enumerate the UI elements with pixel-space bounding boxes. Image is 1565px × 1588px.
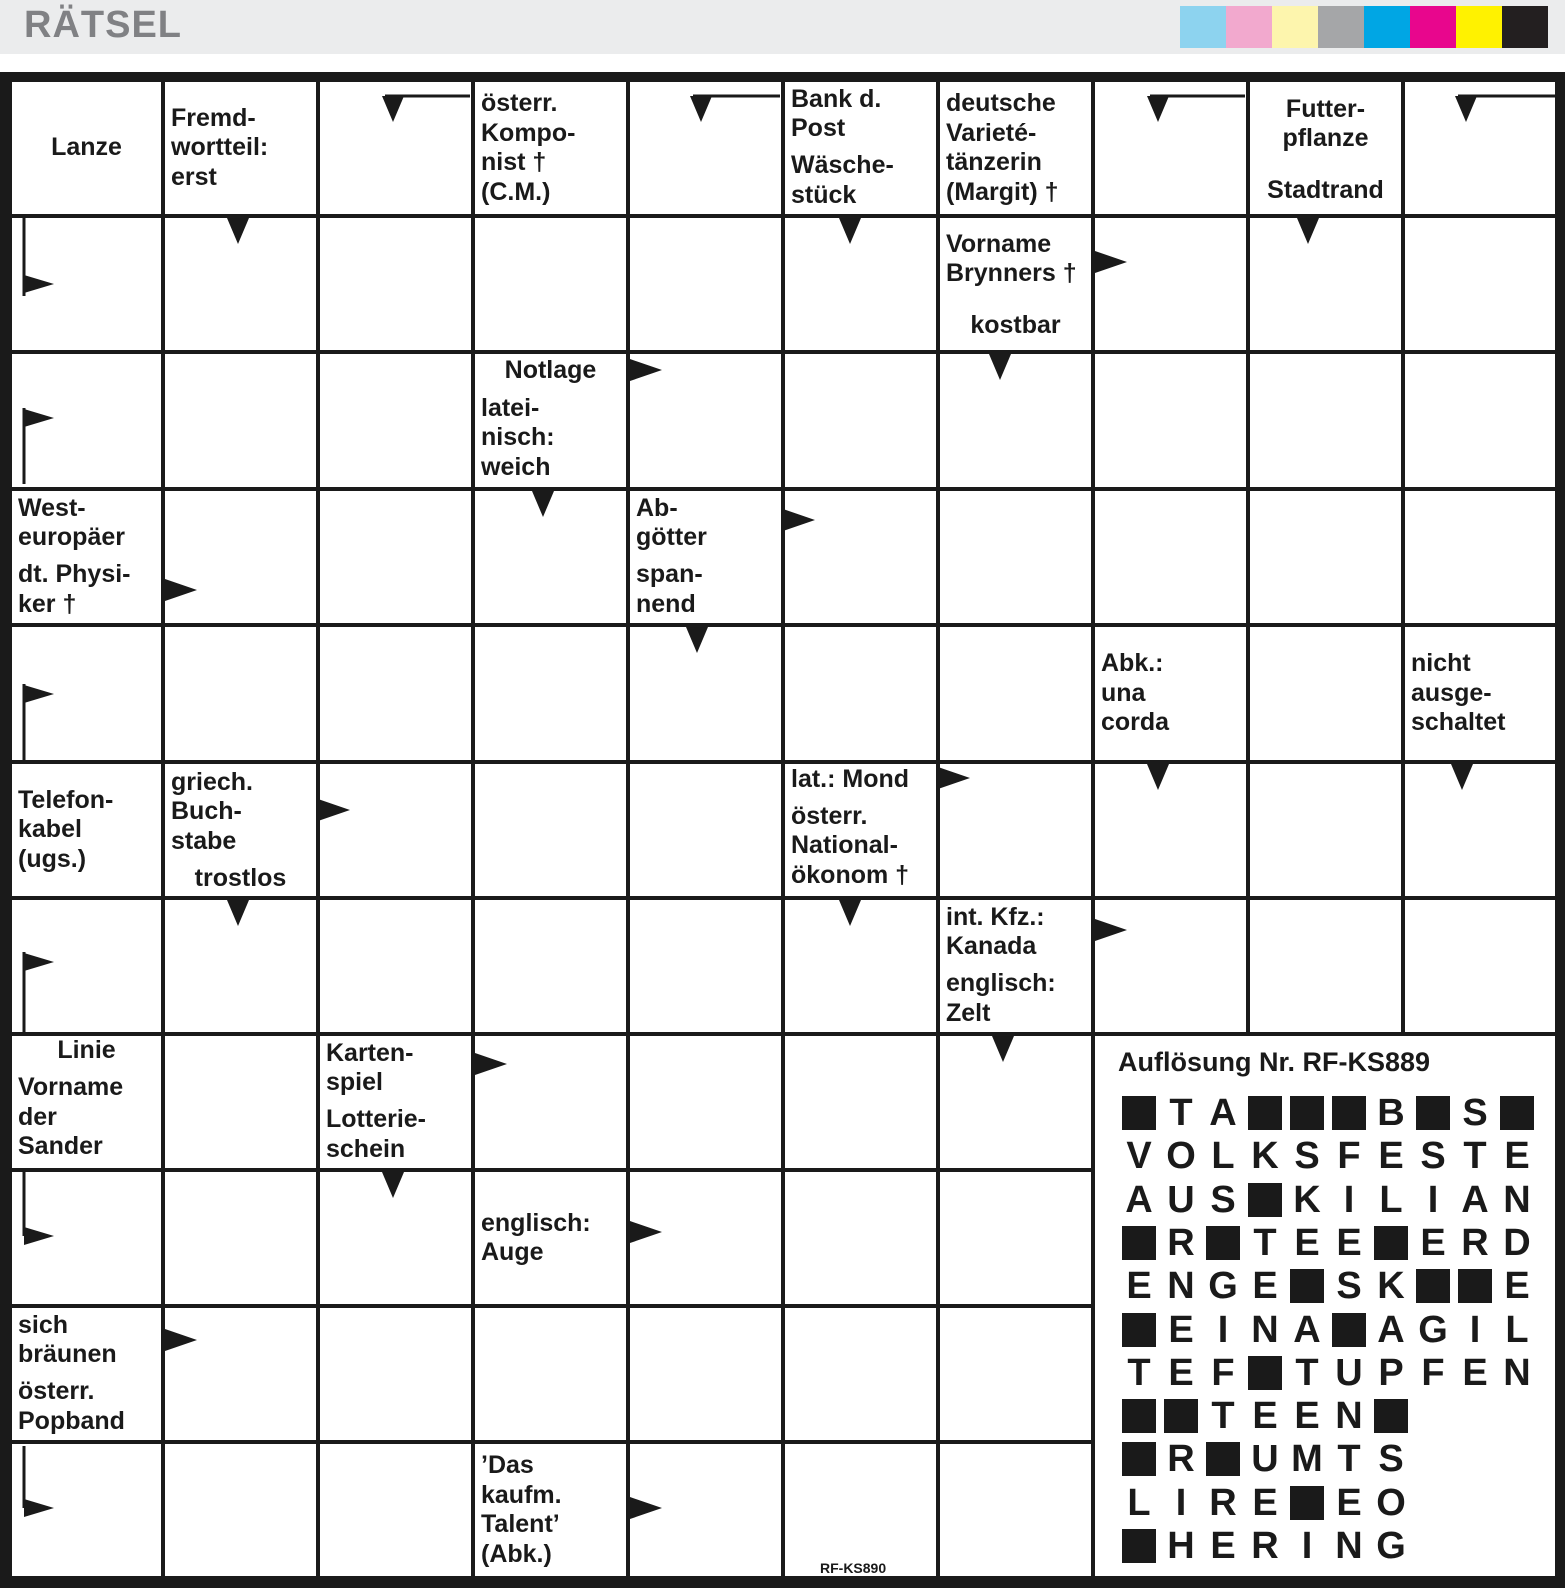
grid-cell[interactable] [785,1308,936,1440]
solution-letter: D [1503,1221,1531,1264]
clue-text: Abk.: una corda [1101,649,1170,737]
clue-notlage [475,354,626,388]
solution-letter: S [1420,1135,1446,1178]
solution-black-square [1206,1226,1240,1260]
clue-kanada [940,900,1091,964]
clue-waeschestueck [785,147,936,214]
clue-linie [12,1036,161,1066]
grid-cell[interactable] [940,1308,1091,1440]
clue-sander [12,1067,161,1168]
solution-letter: E [1336,1221,1362,1264]
clue-text: lat.: Mond [791,764,910,793]
grid-cell[interactable] [630,1036,781,1168]
solution-black-square [1248,1096,1282,1130]
grid-cell[interactable] [320,82,471,214]
solution-letter: S [1462,1092,1488,1134]
clue-zelt [940,965,1091,1032]
solution-row [1118,1094,1538,1132]
clue-text: Lanze [51,133,122,162]
clue-text: Vorname der Sander [18,1073,124,1161]
clue-text: österr. National- ökonom † [791,801,910,889]
clue-popband [12,1373,161,1440]
grid-cell[interactable] [165,1444,316,1576]
grid-cell[interactable] [785,900,936,1032]
grid-cell[interactable] [940,1444,1091,1576]
solution-letter: U [1335,1351,1363,1394]
grid-cell[interactable] [320,1308,471,1440]
solution-letter: T [1211,1395,1235,1438]
solution-title: Auflösung Nr. RF-KS889 [1118,1047,1431,1077]
solution-letter: P [1378,1351,1404,1394]
clue-text: Karten- spiel [326,1038,414,1096]
solution-letter: I [1175,1481,1187,1524]
clue-spannend [630,556,781,623]
color-swatch [1180,6,1226,48]
solution-letter: E [1126,1265,1152,1308]
solution-letter: E [1168,1351,1194,1394]
clue-mond [785,764,936,795]
solution-black-square [1248,1183,1282,1217]
solution-letter: L [1127,1481,1151,1524]
grid-cell[interactable] [1095,82,1246,214]
clue-komponist [475,82,626,214]
solution-letter: R [1251,1525,1279,1567]
grid-cell[interactable] [1095,491,1246,623]
grid-cell[interactable] [165,1308,316,1440]
solution-letter: G [1376,1525,1406,1567]
grid-cell[interactable] [12,627,161,760]
solution-row [1118,1351,1538,1394]
solution-letter: A [1293,1308,1321,1351]
clue-stadtrand [1250,167,1401,214]
solution-letter: B [1377,1092,1405,1134]
solution-black-square [1290,1269,1324,1303]
solution-letter: I [1427,1178,1439,1221]
solution-letter: N [1503,1351,1531,1394]
solution-black-square [1332,1313,1366,1347]
solution-letter: F [1421,1351,1445,1394]
solution-letter: S [1294,1135,1320,1178]
grid-cell[interactable] [320,900,471,1032]
solution-letter: E [1504,1265,1530,1308]
grid-cell[interactable] [1250,218,1401,350]
grid-cell[interactable] [1095,900,1246,1032]
grid-cell[interactable] [165,491,316,623]
grid-cell[interactable] [320,491,471,623]
grid-cell[interactable] [12,900,161,1032]
grid-cell[interactable] [475,218,626,350]
solution-letter: E [1420,1221,1446,1264]
grid-cell[interactable] [630,354,781,487]
solution-letter: O [1376,1481,1406,1524]
solution-letter: L [1211,1135,1235,1178]
clue-brynner [940,218,1091,300]
grid-cell[interactable] [940,491,1091,623]
solution-black-square [1290,1486,1324,1520]
solution-letter: V [1126,1135,1152,1178]
clue-text: Notlage [504,356,597,385]
solution-letter: T [1253,1221,1277,1264]
grid-cell[interactable] [1250,764,1401,896]
grid-cell[interactable] [165,1172,316,1304]
solution-letter: O [1166,1135,1196,1178]
color-swatch [1364,6,1410,48]
grid-cell[interactable] [165,900,316,1032]
solution-letter: S [1378,1438,1404,1481]
clue-kartenspiel [320,1036,471,1100]
clue-trostlos [165,861,316,896]
grid-cell[interactable] [1095,354,1246,487]
clue-talent [475,1444,626,1576]
solution-letter: T [1463,1135,1487,1178]
clue-text: deutsche Varieté- tänzerin (Margit) † [946,89,1059,206]
grid-cell[interactable] [1405,900,1555,1032]
clue-text: span- nend [636,560,703,618]
solution-letter: I [1343,1178,1355,1221]
solution-letter: N [1335,1395,1363,1438]
solution-letter: E [1252,1395,1278,1438]
clue-text: dt. Physi- ker † [18,560,131,618]
solution-row [1118,1135,1538,1178]
clue-text: Futter- pflanze [1282,94,1369,152]
page-title: RÄTSEL [24,4,182,46]
color-swatch [1410,6,1456,48]
clue-nationaloekonom [785,796,936,896]
grid-cell[interactable] [165,627,316,760]
grid-cell[interactable] [630,1444,781,1576]
clue-futterpflanze [1250,82,1401,166]
solution-black-square [1374,1399,1408,1433]
grid-cell[interactable] [1250,491,1401,623]
solution-row [1118,1395,1538,1438]
grid-cell[interactable] [320,354,471,487]
grid-cell[interactable] [1095,218,1246,350]
clue-lanze [12,82,161,214]
grid-cell[interactable] [1250,354,1401,487]
solution-letter: I [1301,1525,1313,1567]
solution-row [1118,1178,1538,1221]
grid-cell[interactable] [1405,491,1555,623]
solution-letter: E [1378,1135,1404,1178]
solution-black-square [1248,1356,1282,1390]
clue-text: österr. Kompo- nist † (C.M.) [481,89,576,206]
clue-bank-post [785,82,936,146]
clue-una-corda [1095,627,1246,760]
solution-letter: E [1252,1265,1278,1308]
clue-lateinisch-weich [475,389,626,487]
clue-telefonkabel [12,764,161,896]
solution-black-square [1290,1096,1324,1130]
solution-black-square [1122,1442,1156,1476]
clue-text: Vorname Brynners † [946,229,1077,287]
clue-lotterieschein [320,1101,471,1168]
clue-text: int. Kfz.: Kanada [946,902,1045,960]
clue-kostbar [940,301,1091,350]
clue-text: kostbar [970,310,1061,339]
header-bar [0,0,1565,54]
grid-cell[interactable] [785,1036,936,1168]
clue-auge [475,1172,626,1304]
solution-black-square [1164,1399,1198,1433]
solution-row [1118,1438,1538,1481]
solution-black-square [1206,1442,1240,1476]
clue-text: Linie [57,1036,116,1065]
clue-text: sich bräunen [18,1310,117,1368]
solution-letter: R [1167,1438,1195,1481]
grid-cell[interactable] [785,218,936,350]
solution-black-square [1374,1226,1408,1260]
clue-text: Fremd- wortteil: erst [171,103,269,191]
color-swatch [1318,6,1364,48]
color-swatch [1272,6,1318,48]
clue-text: griech. Buch- stabe [171,767,253,855]
solution-letter: I [1217,1308,1229,1351]
grid-cell[interactable] [12,1444,161,1576]
solution-letter: F [1211,1351,1235,1394]
grid-cell[interactable] [940,354,1091,487]
grid-cell[interactable] [12,354,161,487]
grid-cell[interactable] [320,218,471,350]
solution-letter: E [1210,1525,1236,1567]
solution-letter: N [1251,1308,1279,1351]
solution-letter: N [1503,1178,1531,1221]
grid-cell[interactable] [165,1036,316,1168]
solution-row [1118,1308,1538,1351]
solution-letter: A [1125,1178,1153,1221]
color-swatch [1456,6,1502,48]
solution-black-square [1122,1399,1156,1433]
solution-letter: E [1168,1308,1194,1351]
grid-cell[interactable] [785,627,936,760]
solution-letter: S [1210,1178,1236,1221]
grid-cell[interactable] [1250,900,1401,1032]
solution-letter: F [1337,1135,1361,1178]
grid-cell[interactable] [940,1172,1091,1304]
grid-cell[interactable] [785,1172,936,1304]
solution-letter: K [1377,1265,1405,1308]
solution-letter: A [1377,1308,1405,1351]
color-swatch [1226,6,1272,48]
solution-letter: E [1504,1135,1530,1178]
clue-text: Ab- götter [636,493,707,551]
solution-black-square [1416,1269,1450,1303]
solution-letter: L [1379,1178,1403,1221]
solution-black-square [1122,1226,1156,1260]
clue-buchstabe [165,764,316,860]
solution-letter: R [1167,1221,1195,1264]
solution-letter: S [1336,1265,1362,1308]
clue-text: latei- nisch: weich [481,393,555,481]
grid-cell[interactable] [630,1308,781,1440]
grid-cell[interactable] [785,1444,936,1576]
color-calibration-bar [1180,6,1548,48]
grid-cell[interactable] [475,764,626,896]
solution-letter: T [1127,1351,1151,1394]
solution-black-square [1122,1529,1156,1563]
clue-nicht-ausgeschaltet [1405,627,1555,760]
solution-letter: I [1469,1308,1481,1351]
solution-black-square [1500,1096,1534,1130]
clue-text: englisch: Auge [481,1208,591,1266]
solution-letter: N [1335,1525,1363,1567]
solution-letter: A [1461,1178,1489,1221]
solution-letter: K [1251,1135,1279,1178]
solution-letter: E [1336,1481,1362,1524]
clue-fremdwortteil [165,82,316,214]
solution-letter: K [1293,1178,1321,1221]
clue-text: englisch: Zelt [946,969,1056,1027]
clue-text: West- europäer [18,493,125,551]
solution-letter: L [1505,1308,1529,1351]
solution-letter: G [1418,1308,1448,1351]
solution-row [1118,1221,1538,1264]
clue-text: Telefon- kabel (ugs.) [18,785,114,873]
solution-letter: E [1294,1395,1320,1438]
clue-text: Bank d. Post [791,84,882,142]
grid-cell[interactable] [165,354,316,487]
grid-cell[interactable] [1405,354,1555,487]
clue-text: ’Das kaufm. Talent’ (Abk.) [481,1451,562,1568]
solution-black-square [1458,1269,1492,1303]
grid-cell[interactable] [12,218,161,350]
clue-westeuropaeer [12,491,161,555]
solution-letter: U [1251,1438,1279,1481]
solution-row [1118,1481,1538,1524]
solution-letter: T [1295,1351,1319,1394]
solution-letter: R [1461,1221,1489,1264]
grid-cell[interactable] [630,1172,781,1304]
grid-cell[interactable] [940,627,1091,760]
grid-cell[interactable] [165,218,316,350]
clue-text: nicht ausge- schaltet [1411,649,1506,737]
clue-text: österr. Popband [18,1377,125,1435]
grid-cell[interactable] [630,900,781,1032]
clue-physiker [12,556,161,623]
solution-letter: U [1167,1178,1195,1221]
grid-cell[interactable] [1405,218,1555,350]
grid-cell[interactable] [630,218,781,350]
clue-abgoetter [630,491,781,555]
grid-cell[interactable] [630,82,781,214]
grid-cell[interactable] [630,627,781,760]
solution-letter: A [1209,1092,1237,1134]
clue-text: Lotterie- schein [326,1105,426,1163]
clue-text: trostlos [194,863,287,892]
grid-cell[interactable] [785,354,936,487]
grid-cell[interactable] [12,1172,161,1304]
solution-black-square [1122,1096,1156,1130]
color-swatch [1502,6,1548,48]
solution-letter: E [1462,1351,1488,1394]
grid-cell[interactable] [630,764,781,896]
grid-cell[interactable] [785,491,936,623]
solution-letter: N [1167,1265,1195,1308]
solution-black-square [1332,1096,1366,1130]
clue-varietetaenzerin [940,82,1091,214]
clue-braeunen [12,1308,161,1372]
grid-cell[interactable] [320,1172,471,1304]
grid-cell[interactable] [475,627,626,760]
grid-cell[interactable] [475,1308,626,1440]
solution-letter: M [1291,1438,1323,1481]
clue-text: Stadtrand [1267,175,1384,204]
grid-cell[interactable] [1405,764,1555,896]
grid-cell[interactable] [1250,627,1401,760]
grid-cell[interactable] [1095,764,1246,896]
grid-cell[interactable] [475,491,626,623]
grid-cell[interactable] [320,1444,471,1576]
solution-letter: G [1208,1265,1238,1308]
clue-text: Wäsche- stück [791,151,894,209]
solution-letter: T [1169,1092,1193,1134]
solution-letter: E [1252,1481,1278,1524]
solution-letter: R [1209,1481,1237,1524]
grid-cell[interactable] [475,900,626,1032]
grid-cell[interactable] [940,1036,1091,1168]
grid-cell[interactable] [1405,82,1555,214]
solution-black-square [1416,1096,1450,1130]
solution-black-square [1122,1313,1156,1347]
grid-cell[interactable] [320,627,471,760]
grid-cell[interactable] [475,1036,626,1168]
solution-row [1118,1265,1538,1308]
grid-cell[interactable] [940,764,1091,896]
solution-letter: T [1337,1438,1361,1481]
solution-letter: E [1294,1221,1320,1264]
grid-cell[interactable] [320,764,471,896]
puzzle-code: RF-KS890 [820,1560,887,1576]
solution-letter: H [1167,1525,1195,1567]
solution-row [1118,1527,1538,1565]
